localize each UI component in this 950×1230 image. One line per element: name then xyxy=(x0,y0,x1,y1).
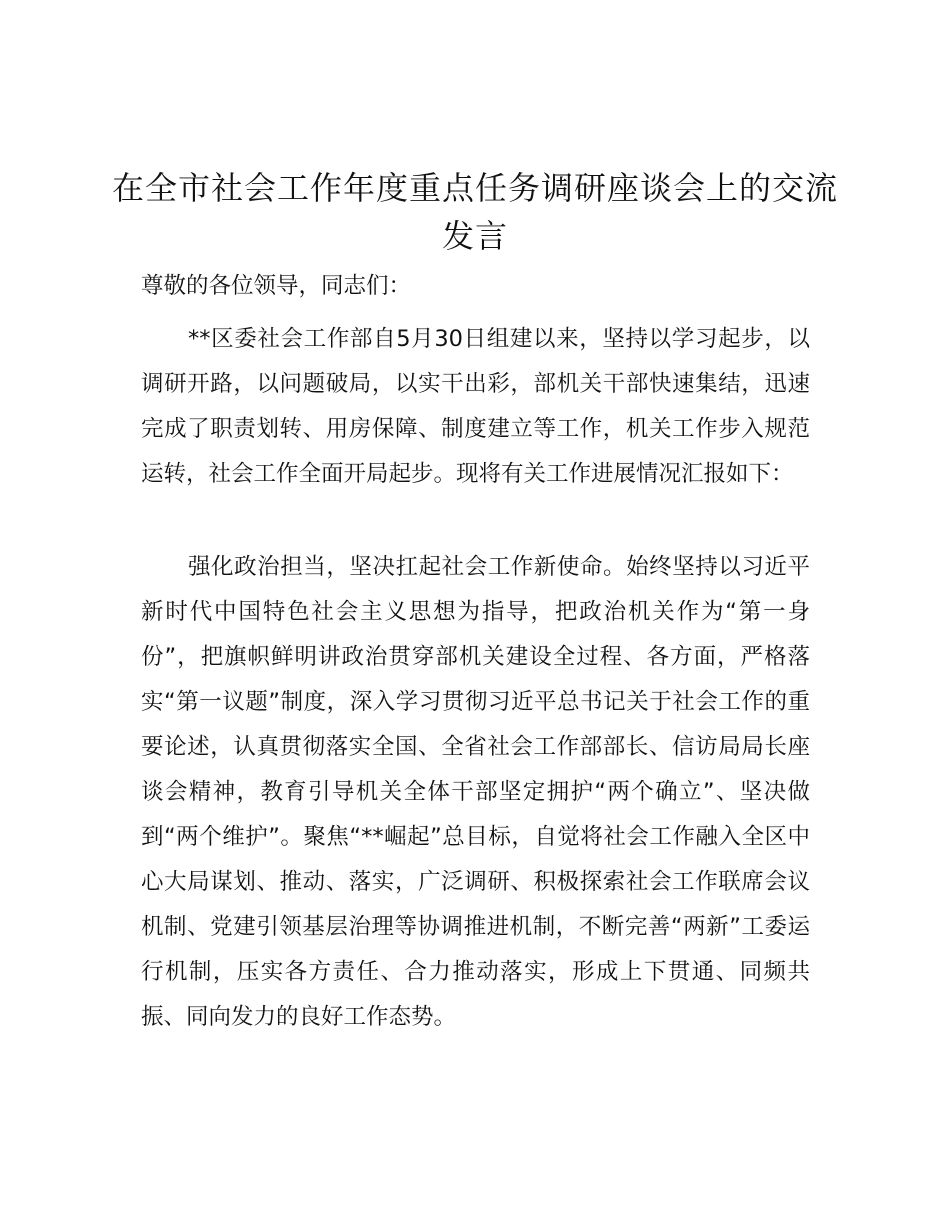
paragraph-political-responsibility: 强化政治担当，坚决扛起社会工作新使命。始终坚持以习近平新时代中国特色社会主义思想为指导，把政治机关作为“第一身份”，把旗帜鲜明讲政治贯穿部机关建设全过程、各方面，严格落实“第一议题”制度，深入学习贯彻习近平总书记关于社会工作的重要论述，认真贯彻落实全国、全省社会工作部部长、信访局局长座谈会精神，教育引导机关全体干部坚定拥护“两个确立”、坚决做到“两个维护”。聚焦“**崛起”总目标，自觉将社会工作融入全区中心大局谋划、推动、落实，广泛调研、积极探索社会工作联席会议机制、党建引领基层治理等协调推进机制，不断完善“两新”工委运行机制，压实各方责任、合力推动落实，形成上下贯通、同频共振、同向发力的良好工作态势。 xyxy=(141,554,810,1030)
salutation: 尊敬的各位领导，同志们： xyxy=(141,273,412,299)
document-title: 在全市社会工作年度重点任务调研座谈会上的交流发言 xyxy=(111,169,838,255)
paragraph-intro: **区委社会工作部自5月30日组建以来，坚持以学习起步，以调研开路，以问题破局，以实干出彩，部机关干部快速集结，迅速完成了职责划转、用房保障、制度建立等工作，机关工作步入规范运转，社会工作全面开局起步。现将有关工作进展情况汇报如下： xyxy=(141,326,810,487)
